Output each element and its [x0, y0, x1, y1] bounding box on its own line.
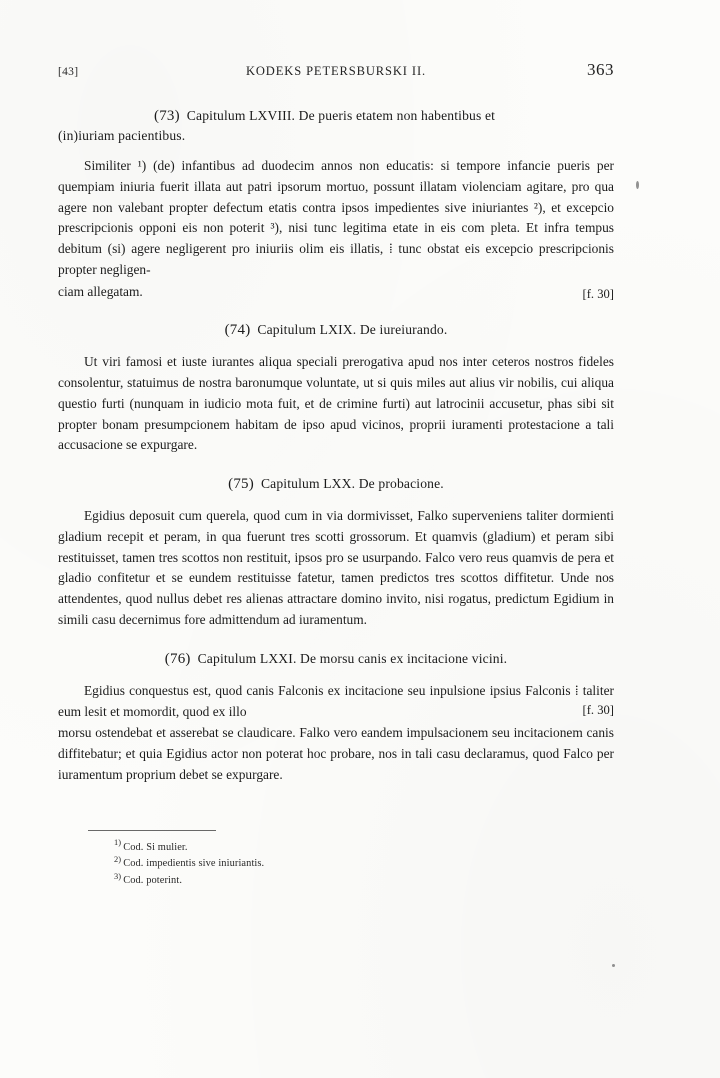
footnotes [114, 840, 614, 891]
footnote-text-3: Cod. poterint. [123, 875, 183, 887]
footnote-separator [88, 830, 216, 831]
chapter-number-73: (73) [154, 108, 180, 124]
chapter-heading-75 [58, 476, 614, 493]
footnote-3 [114, 873, 614, 890]
chapter-title-73: Capitulum LXVIII. De pueris etatem non habentibus et [186, 108, 496, 123]
paragraph-76-rest: morsu ostendebat et asserebat se claudicare. Falko vero eandem impulsacionem seu incitacionem canis diffitebatur; et quia Egidius actor non poterat hoc probare, nos in tali casu declaramus, quod Falco per iuramentum proprium debet se expurgare. [58, 725, 614, 782]
margin-note-folio-30b: [f. 30] [582, 702, 614, 717]
paragraph-block-76 [58, 681, 614, 786]
section-74 [58, 322, 614, 456]
chapter-heading-73 [58, 108, 614, 125]
chapter-heading-73-line2 [58, 128, 614, 144]
scan-speck [612, 964, 615, 967]
chapter-title-76: Capitulum LXXI. De morsu canis ex incitacione vicini. [197, 650, 508, 666]
paragraph-block-73 [58, 156, 614, 302]
scan-speck [636, 181, 639, 189]
footnote-text-1: Cod. Si mulier. [123, 841, 188, 853]
margin-note-folio-30a: [f. 30] [582, 287, 614, 301]
section-76 [58, 651, 614, 786]
chapter-number-76: (76) [164, 650, 191, 667]
footnote-marker-3: 3) [114, 871, 122, 881]
paragraph-76: Egidius conquestus est, quod canis Falconis ex incitacione seu inpulsione ipsius Falconis ⁞ taliter eum lesit et momordit, quod ex illo [58, 682, 614, 719]
section-73 [58, 108, 614, 302]
folio-left: [43] [58, 66, 79, 78]
chapter-title-73-cont: (in)iuriam pacientibus. [58, 128, 186, 143]
chapter-heading-76 [58, 651, 614, 668]
chapter-number-75: (75) [228, 476, 254, 493]
footnote-text-2: Cod. impedientis sive iniuriantis. [123, 858, 265, 870]
running-head [58, 60, 614, 90]
page-number: 363 [587, 60, 614, 79]
footnote-1 [114, 840, 614, 857]
paragraph-73: Similiter ¹) (de) infantibus ad duodecim annos non educatis: si tempore infancie pueris per quempiam iniuria fuerit illata aut patri ipsorum mortuo, possunt illatam violenciam agitare, pro qua agere non valebant propter defectum etatis contra ipsos impedientes sive iniuriantes ²), et excepcio prescripcionis opponi eis non poterit ³), nisi tunc legitima etate in eis com pleta. Et infra tempus debitum (si) agere negligerent pro iniuriis olim eis illatis, ⁞ tunc obstat eis excepcio prescripcionis propter negligen- [58, 158, 614, 277]
chapter-number-74: (74) [224, 322, 251, 339]
chapter-title-75: Capitulum LXX. De probacione. [260, 476, 444, 492]
section-75 [58, 476, 614, 631]
footnote-marker-1: 1) [114, 838, 122, 848]
chapter-heading-74 [58, 322, 614, 339]
page-content [58, 60, 614, 890]
footnote-marker-2: 2) [114, 854, 122, 864]
running-head-title: KODEKS PETERSBURSKI II. [245, 64, 427, 78]
footnote-2 [114, 856, 614, 873]
paragraph-74: Ut viri famosi et iuste iurantes aliqua speciali prerogativa apud nos inter ceteros nostros fideles consolentur, statuimus de nostra baronumque voluntate, ut si quis miles aut alius vir nobilis, cui aliqua questio furti (nunquam in iudicio mota fuit, et de crimine furti) aut latrocinii accusetur, phas sibi sit propter bonam presumpcionem habitam de ipso apud vicinos, proprii iuramenti protestacione a tali accusacione se expurgare. [58, 354, 614, 453]
paragraph-73-tail: ciam allegatam. [58, 283, 143, 299]
paragraph-75: Egidius deposuit cum querela, quod cum in via dormivisset, Falko superveniens taliter dormienti gladium recepit et peram, in qua fuerunt tres scotti grossorum. Et quamvis (gladium) et peram sibi restituisset, tamen tres scottos non restituit, ipsos pro se usurpando. Falco vero reus quamvis de pera et gladio confitetur et se eundem restituisse fatetur, tamen predictos tres scottos diffitetur. Unde nos attendentes, quod nullus debet res alienas attractare domino invito, nisi rogatus, predictum Egidium in simili casu decernimus fore admittendum ad iuramentum. [58, 508, 614, 628]
chapter-title-74: Capitulum LXIX. De iureiurando. [257, 322, 448, 338]
